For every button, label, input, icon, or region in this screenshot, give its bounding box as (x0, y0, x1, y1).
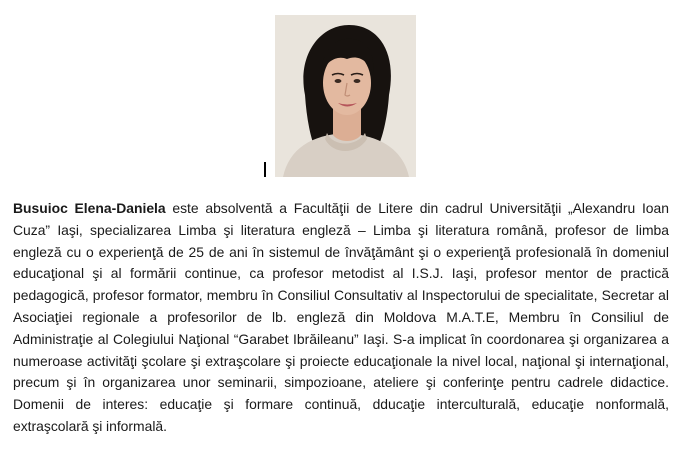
text-cursor (264, 162, 266, 177)
portrait-photo (275, 15, 416, 177)
biography-paragraph (13, 198, 669, 438)
biography-text: este absolventă a Facultăţii de Litere din cadrul Universităţii „Alexandru Ioan Cuza” Iaşi, specializarea Limba şi literatura engleză – Limba şi literatura română, profesor de limba engleză cu o experienţă de 25 de ani în sistemul de învăţământ şi o experienţă profesională în domeniul educaţional şi al formării continue, ca profesor metodist al I.S.J. Iaşi, profesor mentor de practică pedagogică, profesor formator, membru în Consiliul Consultativ al Inspectorului de specialitate, Secretar al Asociaţiei regionale a profesorilor de lb. engleză din Moldova M.A.T.E, Membru în Consiliul de Administraţie al Colegiului Naţional “Garabet Ibrăileanu” Iaşi. S-a implicat în coordonarea şi organizarea a numeroase activităţi şcolare şi extraşcolare şi proiecte educaţionale la nivel local, naţional şi internaţional, precum şi în organizarea unor seminarii, simpozioane, ateliere şi conferinţe pentru cadrele didactice. Domenii de interes: educaţie şi formare continuă, dducaţie interculturală, educaţie nonformală, extraşcolară şi informală. (13, 200, 669, 434)
person-name: Busuioc Elena-Daniela (13, 200, 166, 216)
person-portrait-icon (275, 15, 416, 177)
